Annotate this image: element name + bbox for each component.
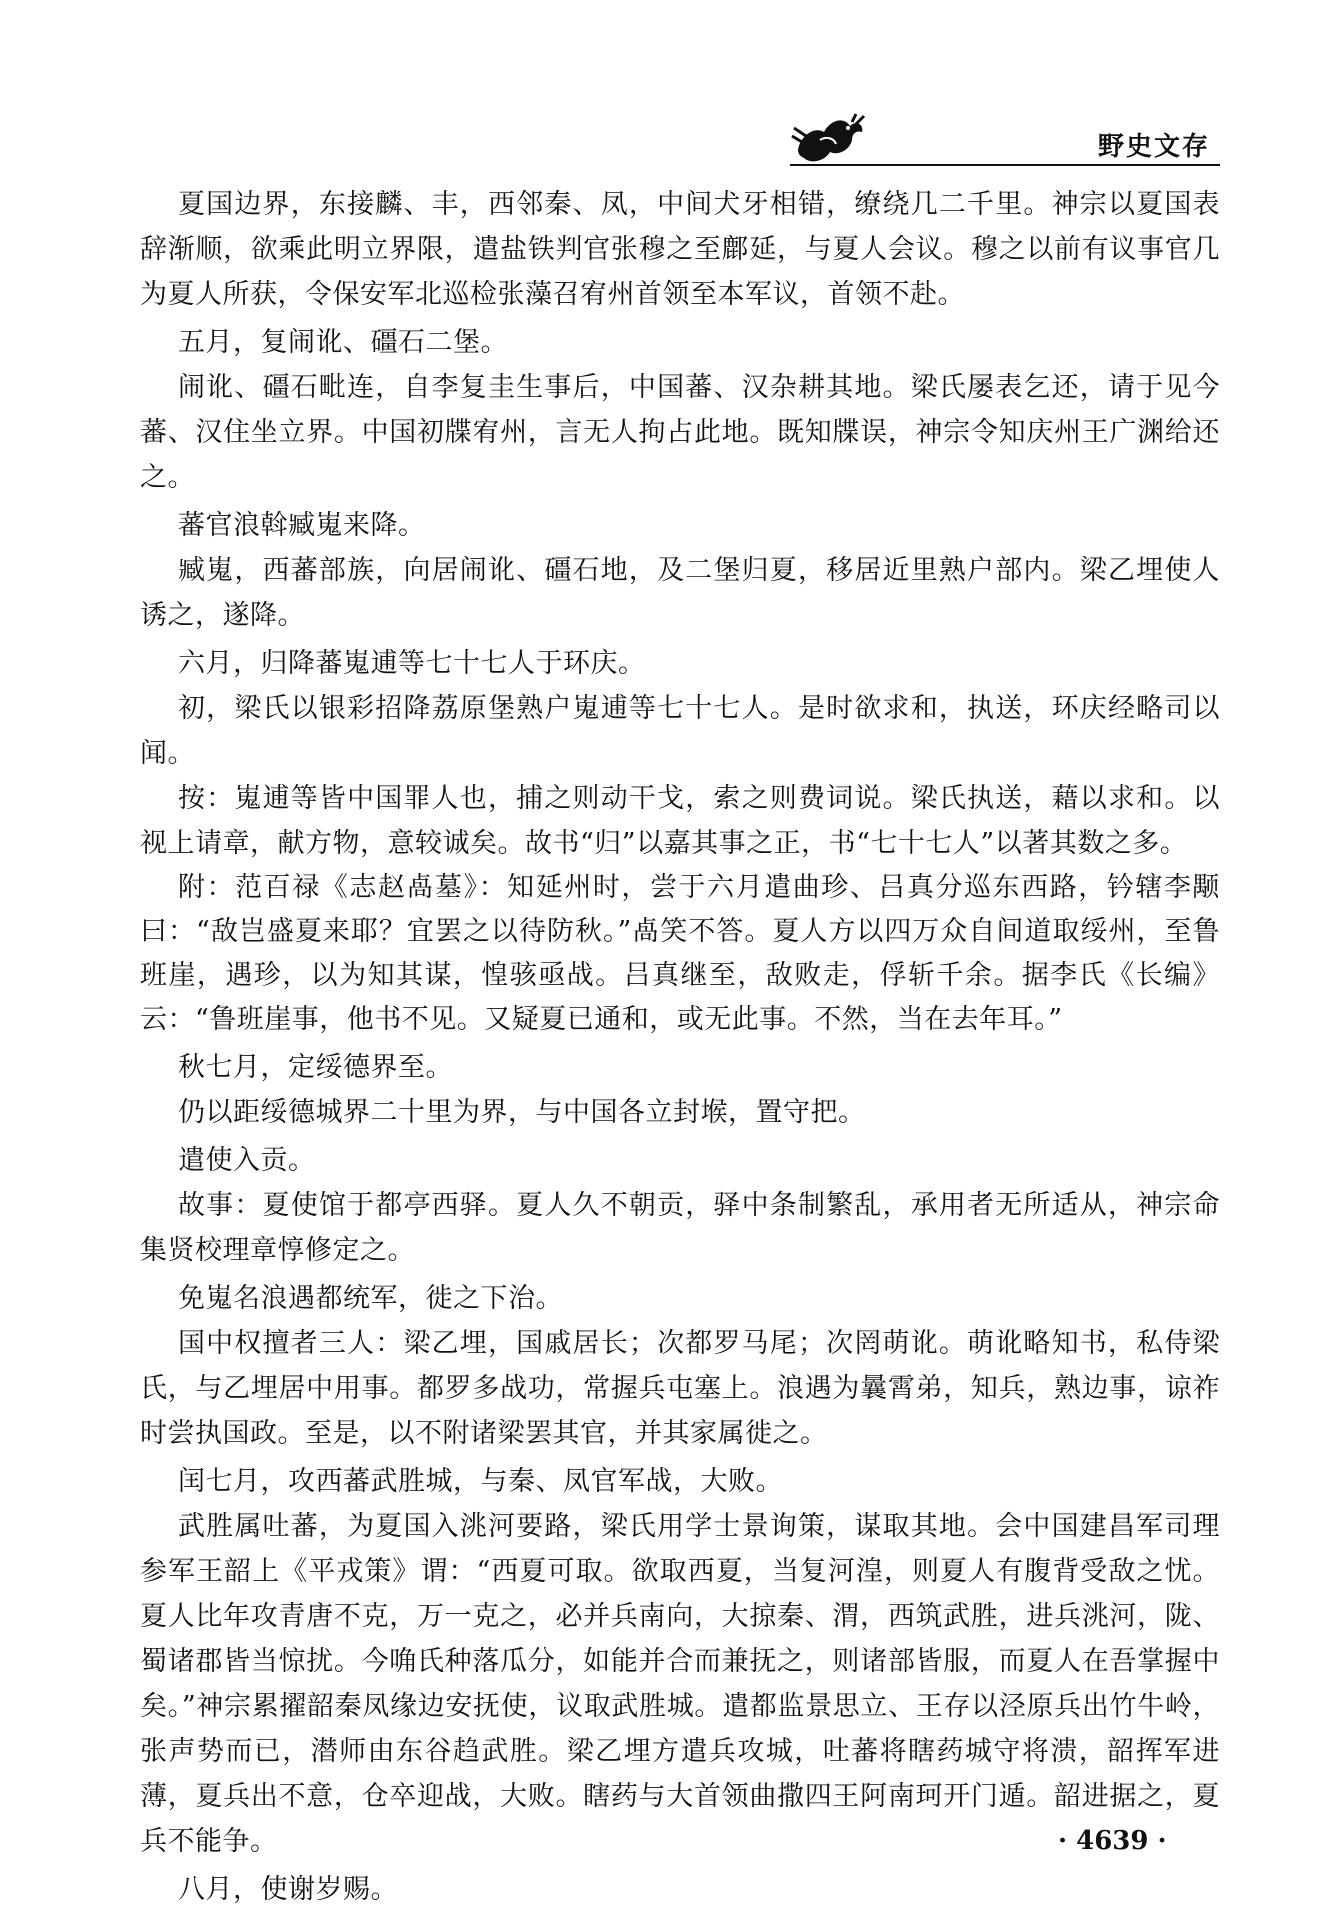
entry-heading: 闰七月，攻西蕃武胜城，与秦、凤官军战，大败。 (178, 1466, 783, 1497)
dragon-icon (790, 106, 868, 168)
entry-heading: 免嵬名浪遇都统军，徙之下治。 (178, 1283, 563, 1314)
entry-heading: 秋七月，定绥德界至。 (178, 1052, 453, 1083)
page-number: · 4639 · (1058, 1826, 1167, 1856)
page-header (790, 100, 1220, 170)
header-rule (790, 164, 1220, 166)
paragraph: 故事：夏使馆于都亭西驿。夏人久不朝贡，驿中条制繁乱，承用者无所适从，神宗命集贤校理章惇修定之。 (140, 1190, 1220, 1266)
entry-heading: 六月，归降蕃嵬逋等七十七人于环庆。 (178, 648, 646, 679)
paragraph: 闹讹、礓石毗连，自李复圭生事后，中国蕃、汉杂耕其地。梁氏屡表乞还，请于见今蕃、汉住坐立界。中国初牒宥州，言无人拘占此地。既知牒误，神宗令知庆州王广渊给还之。 (140, 372, 1220, 493)
paragraph: 夏国边界，东接麟、丰，西邻秦、凤，中间犬牙相错，缭绕几二千里。神宗以夏国表辞渐顺，欲乘此明立界限，遣盐铁判官张穆之至鄜延，与夏人会议。穆之以前有议事官几为夏人所获，令保安军北巡检张藻召宥州首领至本军议，首领不赴。 (140, 189, 1220, 310)
paragraph: 武胜属吐蕃，为夏国入洮河要路，梁氏用学士景询策，谋取其地。会中国建昌军司理参军王韶上《平戎策》谓：“西夏可取。欲取西夏，当复河湟，则夏人有腹背受敌之忧。夏人比年攻青唐不克，万一克之，必并兵南向，大掠秦、渭，西筑武胜，进兵洮河，陇、蜀诸郡皆当惊扰。今唃氏种落瓜分，如能并合而兼抚之，则诸部皆服，而夏人在吾掌握中矣。”神宗累擢韶秦凤缘边安抚使，议取武胜城。遣都监景思立、王存以泾原兵出竹牛岭，张声势而已，潜师由东谷趋武胜。梁乙埋方遣兵攻城，吐蕃将瞎药城守将溃，韶挥军进薄，夏兵出不意，仓卒迎战，大败。瞎药与大首领曲撒四王阿南珂开门遁。韶进据之，夏兵不能争。 (140, 1511, 1220, 1857)
entry-heading: 遣使入贡。 (178, 1145, 316, 1176)
entry-heading: 八月，使谢岁赐。 (178, 1874, 398, 1905)
commentary-paragraph: 按：嵬逋等皆中国罪人也，捕之则动干戈，索之则费词说。梁氏执送，藉以求和。以视上请章，献方物，意较诚矣。故书“归”以嘉其事之正，书“七十七人”以著其数之多。 (140, 783, 1220, 859)
paragraph: 国中权擅者三人：梁乙埋，国戚居长；次都罗马尾；次罔萌讹。萌讹略知书，私侍梁氏，与乙埋居中用事。都罗多战功，常握兵屯塞上。浪遇为曩霄弟，知兵，熟边事，谅祚时尝执国政。至是，以不附诸梁罢其官，并其家属徙之。 (140, 1328, 1220, 1449)
entry-heading: 蕃官浪斡臧嵬来降。 (178, 510, 426, 541)
entry-heading: 五月，复闹讹、礓石二堡。 (178, 327, 508, 358)
paragraph: 仍以距绥德城界二十里为界，与中国各立封堠，置守把。 (178, 1097, 866, 1128)
appendix-paragraph: 附：范百禄《志赵卨墓》：知延州时，尝于六月遣曲珍、吕真分巡东西路，钤辖李颙曰：“敌岂盛夏来耶？宜罢之以待防秋。”卨笑不答。夏人方以四万众自间道取绥州，至鲁班崖，遇珍，以为知其谋，惶骇亟战。吕真继至，敌败走，俘斩千余。据李氏《长编》云：“鲁班崖事，他书不见。又疑夏已通和，或无此事。不然，当在去年耳。” (140, 872, 1220, 1035)
paragraph: 初，梁氏以银彩招降荔原堡熟户嵬逋等七十七人。是时欲求和，执送，环庆经略司以闻。 (140, 693, 1220, 769)
main-text (140, 182, 1220, 1912)
paragraph: 臧嵬，西蕃部族，向居闹讹、礓石地，及二堡归夏，移居近里熟户部内。梁乙埋使人诱之，遂降。 (140, 555, 1220, 631)
book-title: 野史文存 (1097, 132, 1210, 162)
